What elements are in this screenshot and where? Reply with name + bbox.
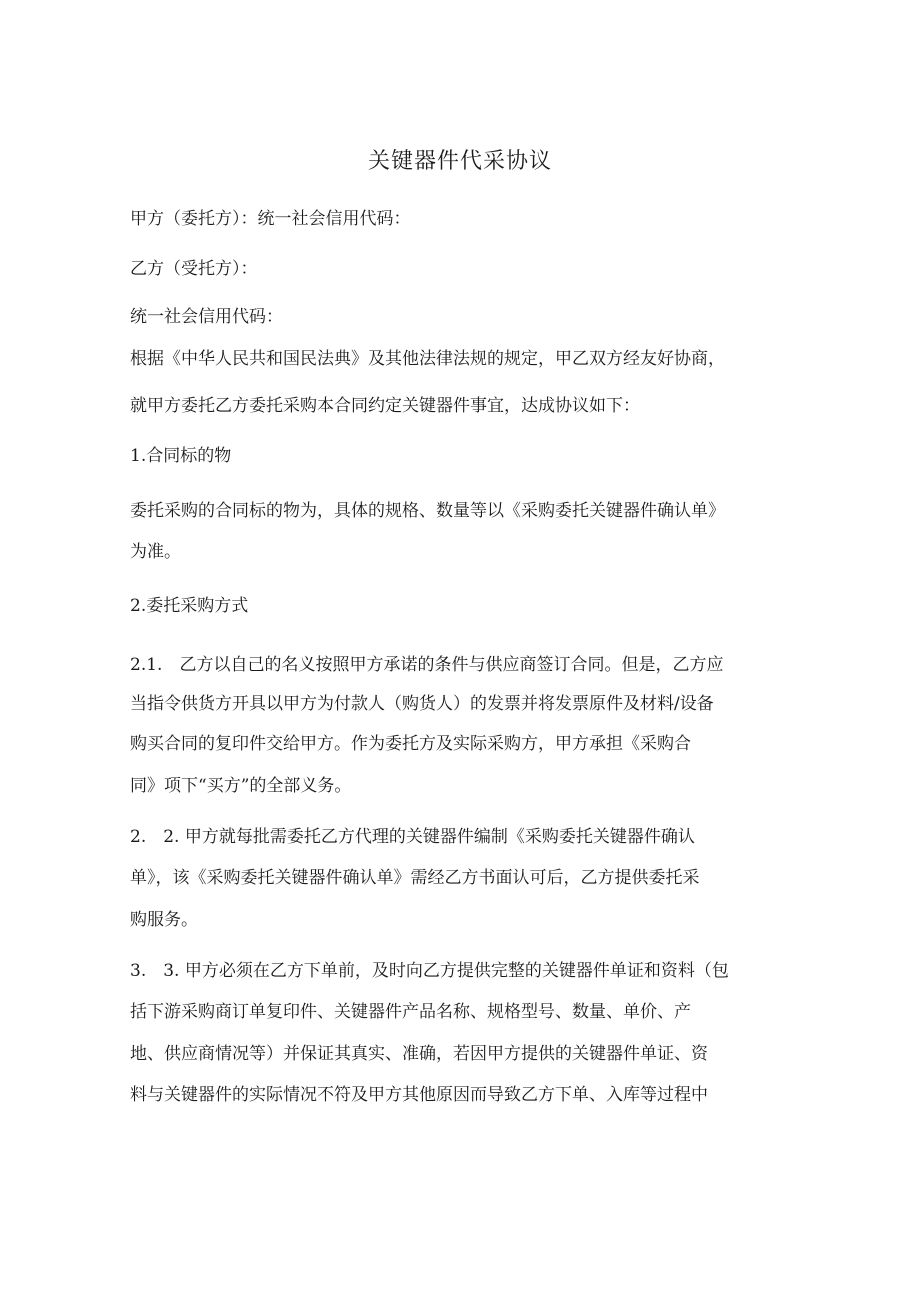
clause-3-3-line-3: 地、供应商情况等）并保证其真实、准确，若因甲方提供的关键器件单证、资 [130,1044,708,1064]
clause-3-3-line-1: 3. 3. 甲方必须在乙方下单前，及时向乙方提供完整的关键器件单证和资料（包 [130,961,729,981]
section-heading-1: 1.合同标的物 [130,446,232,466]
section-heading-2: 2.委托采购方式 [130,596,249,616]
preamble-line-2: 就甲方委托乙方委托采购本合同约定关键器件事宜，达成协议如下： [130,396,640,416]
preamble-line-1: 根据《中华人民共和国民法典》及其他法律法规的规定，甲乙双方经友好协商， [130,349,725,369]
clause-2-2-line-3: 购服务。 [130,910,198,930]
party-a-line: 甲方（委托方）：统一社会信用代码： [130,209,411,229]
document-title: 关键器件代采协议 [367,149,552,174]
section-1-line-2: 为准。 [130,542,181,562]
section-1-line-1: 委托采购的合同标的物为，具体的规格、数量等以《采购委托关键器件确认单》 [130,501,725,521]
credit-code-line: 统一社会信用代码： [130,307,283,327]
clause-3-3-line-2: 括下游采购商订单复印件、关键器件产品名称、规格型号、数量、单价、产 [130,1002,691,1022]
clause-2-1-line-3: 购买合同的复印件交给甲方。作为委托方及实际采购方，甲方承担《采购合 [130,734,691,754]
clause-2-1-line-2: 当指令供货方开具以甲方为付款人（购货人）的发票并将发票原件及材料/设备 [130,694,714,714]
party-b-line: 乙方（受托方）： [130,259,258,279]
clause-2-1-line-4: 同》项下“买方”的全部义务。 [130,776,352,796]
clause-2-2-line-2: 单》，该《采购委托关键器件确认单》需经乙方书面认可后，乙方提供委托采 [130,868,700,888]
clause-2-1-line-1: 2.1. 乙方以自己的名义按照甲方承诺的条件与供应商签订合同。但是，乙方应 [130,655,724,675]
clause-2-2-line-1: 2. 2. 甲方就每批需委托乙方代理的关键器件编制《采购委托关键器件确认 [130,827,695,847]
clause-3-3-line-4: 料与关键器件的实际情况不符及甲方其他原因而导致乙方下单、入库等过程中 [130,1085,708,1105]
